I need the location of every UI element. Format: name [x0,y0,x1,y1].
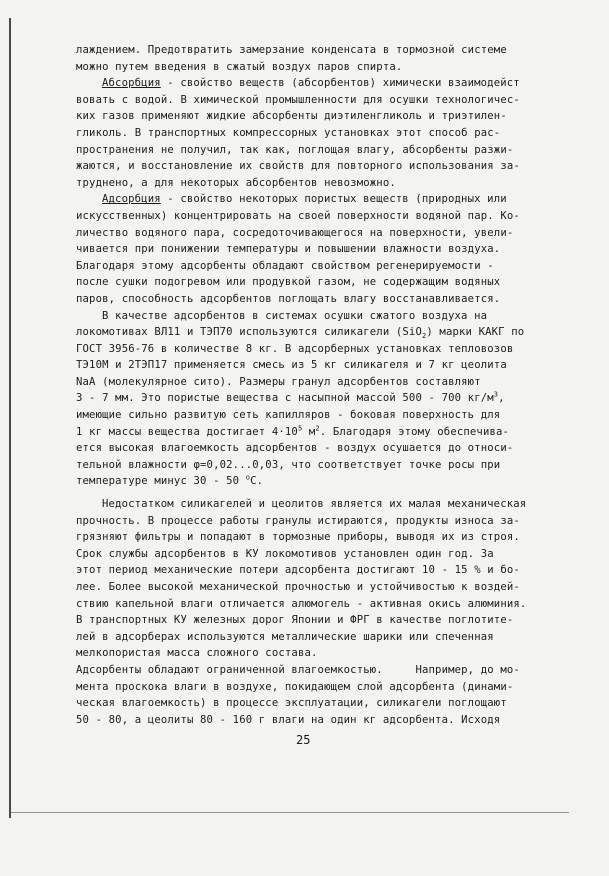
text-line: ствию капельной влаги отличается алюмогель - активная окись алюминия. [76,597,527,610]
text-fragment: ) марки КАКГ по [426,326,525,339]
paragraph-absorption-first-line [76,75,546,92]
text-line: Адсорбенты обладают ограниченной влагоемкостью. Например, до мо- [76,663,520,676]
text-line: NaA (молекулярное сито). Размеры гранул адсорбентов составляют [76,375,481,388]
text-line [76,390,546,407]
text-line: гликоль. В транспортных компрессорных установках этот способ рас- [76,126,501,139]
text-line: чивается при понижении температуры и повышении влажности воздуха. [76,243,501,256]
text-fragment: 3 - 7 мм. Это пористые вещества с насыпной массой 500 - 700 кг/м [76,392,494,405]
text-line: В качестве адсорбентов в системах осушки сжатого воздуха на [102,309,488,322]
text-line: прочность. В процессе работы гранулы истираются, продукты износа за- [76,514,520,527]
text-line: тельной влажности φ=0,02...0,03, что соответствует точке росы при [76,458,501,471]
term-absorption: Абсорбция [102,77,161,90]
text-fragment: - свойство веществ (абсорбентов) химически взаимодейст [160,77,520,90]
text-line: искусственных) концентрировать на своей поверхности водяной пар. Ко- [76,209,520,222]
text-line: мента проскока влаги в воздухе, покидающем слой адсорбента (динами- [76,680,514,693]
text-line: лаждением. Предотвратить замерзание конденсата в тормозной системе [76,44,507,56]
text-line: Благодаря этому адсорбенты обладают свойством регенерируемости - [76,259,494,272]
text-fragment: температуре минус 30 - 50 [76,475,246,488]
text-line: этот период механические потери адсорбента достигают 10 - 15 % и бо- [76,564,520,577]
binding-margin-line [9,18,11,818]
text-line: Срок службы адсорбентов в КУ локомотивов установлен один год. За [76,547,494,560]
text-fragment: . Благодаря этому обеспечива- [319,425,510,438]
superscript: 2 [315,424,320,433]
text-line: паров, способность адсорбентов поглощать влагу восстанавливается. [76,292,501,305]
text-line: ких газов применяют жидкие абсорбенты диэтиленгликоль и триэтилен- [76,110,507,123]
text-fragment: , [498,392,505,405]
body-text [76,42,546,728]
superscript: 3 [493,390,499,399]
text-line: имеющие сильно развитую сеть капилляров - боковая поверхность для [76,409,501,422]
page-number: 25 [296,733,311,747]
text-line [76,324,546,341]
text-line: после сушки подогревом или продувкой газом, не содержащим водяных [76,276,501,289]
superscript: 5 [297,424,303,433]
text-fragment: локомотивах ВЛ11 и ТЭП70 используются силикагели (SiO [76,326,422,339]
text-line: жаются, и восстановление их свойств для повторного использования за- [76,160,520,173]
subscript: 2 [421,332,427,341]
text-line: лее. Более высокой механической прочностью и устойчивостью к воздей- [76,581,520,593]
paragraph-adsorption-first-line [76,191,546,208]
text-line: ТЭ10М и 2ТЭП17 применяется смесь из 5 кг силикагеля и 7 кг цеолита [76,359,507,372]
text-line: ГОСТ 3956-76 в количестве 8 кг. В адсорберных установках тепловозов [76,342,514,355]
text-line: ческая влагоемкость) в процессе эксплуатации, силикагели поглощают [76,697,507,710]
text-line: пространения не получил, так как, поглощая влагу, абсорбенты разжи- [76,143,514,156]
text-line: вовать с водой. В химической промышленности для осушки технологичес- [76,93,520,106]
superscript: о [245,473,251,482]
text-line: Недостатком силикагелей и цеолитов является их малая механическая [102,498,527,511]
text-line: личество водяного пара, сосредоточивающегося на поверхности, увели- [76,226,514,239]
text-line: мелкопористая масса сложного состава. [76,647,318,660]
text-line [76,424,546,441]
text-fragment: - свойство некоторых пористых веществ (природных или [160,193,507,206]
text-line: труднено, а для некоторых абсорбентов невозможно. [76,176,396,189]
term-adsorption: Адсорбция [102,193,161,206]
text-fragment: м [302,425,316,438]
text-line [76,473,546,490]
text-line: В транспортных КУ железных дорог Японии и ФРГ в качестве поглотите- [76,614,514,627]
text-fragment: 1 кг массы вещества достигает 4·10 [76,425,298,438]
text-fragment: С. [250,475,264,488]
text-line: ется высокая влагоемкость адсорбентов - воздух осушается до относи- [76,442,514,455]
text-line: 50 - 80, а цеолиты 80 - 160 г влаги на один кг адсорбента. Исходя [76,713,501,726]
text-line: грязняют фильтры и попадают в тормозные приборы, выводя их из строя. [76,531,520,544]
text-line: можно путем введения в сжатый воздух паров спирта. [76,60,403,73]
text-line: лей в адсорберах используются металлические шарики или спеченная [76,630,494,643]
page-bottom-rule [9,812,569,813]
